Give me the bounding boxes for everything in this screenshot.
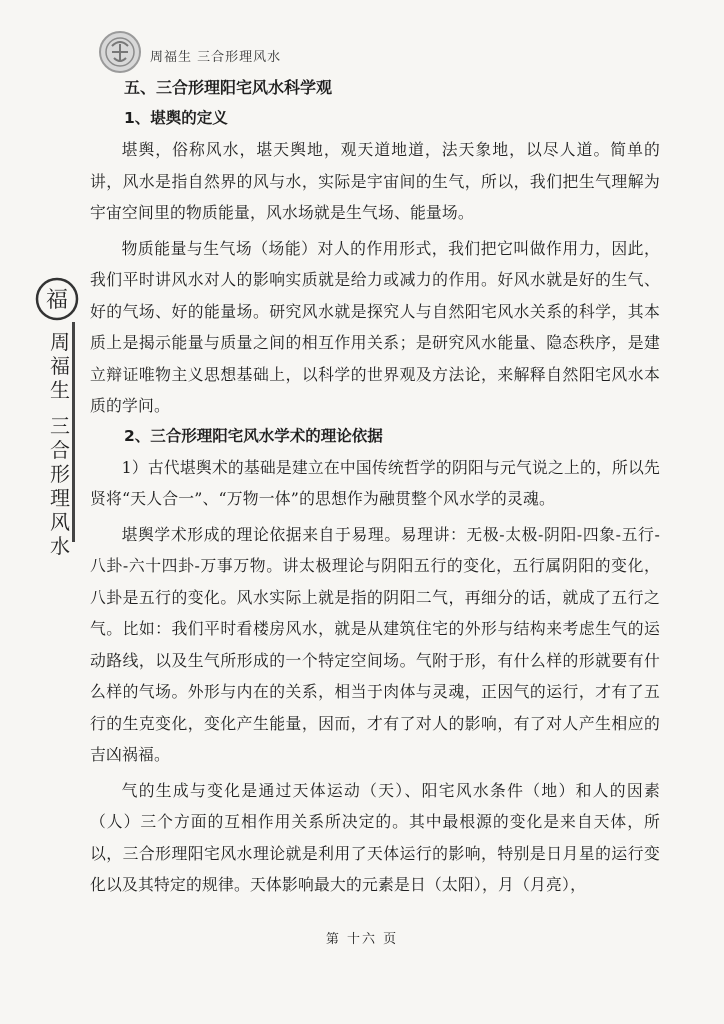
svg-text:福: 福 <box>45 288 69 313</box>
sidebar-fu-seal-icon <box>34 276 80 322</box>
sidebar-title-book: 三合形理风水 <box>50 414 70 558</box>
page-number: 第 十六 页 <box>325 932 399 947</box>
subsection-heading-1: 1、堪舆的定义 <box>124 109 228 127</box>
section-heading: 五、三合形理阳宅风水科学观 <box>124 78 333 97</box>
paragraph: 1）古代堪舆术的基础是建立在中国传统哲学的阴阳与元气说之上的，所以先贤将“天人合一”、“万物一体”的思想作为融贯整个风水学的灵魂。 <box>90 457 660 508</box>
main-content <box>90 78 660 905</box>
paragraph: 堪舆，俗称风水，堪天舆地，观天道地道，法天象地，以尽人道。简单的讲，风水是指自然界的风与水，实际是宇宙间的生气，所以，我们把生气理解为宇宙空间里的物质能量，风水场就是生气场、能量场。 <box>90 140 660 222</box>
running-header: 周福生 三合形理风水 <box>150 50 282 65</box>
sidebar-divider <box>72 322 75 542</box>
paragraph: 堪舆学术形成的理论依据来自于易理。易理讲：无极-太极-阴阳-四象-五行-八卦-六十四卦-万事万物。讲太极理论与阴阳五行的变化，五行属阴阳的变化，八卦是五行的变化。风水实际上就是指的阴阳二气，再细分的话，就成了五行之气。比如：我们平时看楼房风水，就是从建筑住宅的外形与结构来考虑生气的运动路线，以及生气所形成的一个特定空间场。气附于形，有什么样的形就要有什么样的气场。外形与内在的关系，相当于肉体与灵魂，正因气的运行，才有了五行的生克变化，变化产生能量，因而，才有了对人的影响，有了对人产生相应的吉凶祸福。 <box>90 524 660 764</box>
paragraph: 物质能量与生气场（场能）对人的作用形式，我们把它叫做作用力，因此，我们平时讲风水对人的影响实质就是给力或减力的作用。好风水就是好的生气、好的气场、好的能量场。研究风水就是探究人与自然阳宅风水关系的科学，其本质上是揭示能量与质量之间的相互作用关系；是研究风水能量、隐态秩序，是建立辩证唯物主义思想基础上，以科学的世界观及方法论，来解释自然阳宅风水本质的学问。 <box>90 238 660 415</box>
subsection-heading-2: 2、三合形理阳宅风水学术的理论依据 <box>124 426 383 445</box>
header-seal-logo-icon <box>98 30 142 74</box>
sidebar-vertical-title <box>49 330 71 558</box>
paragraph: 气的生成与变化是通过天体运动（天）、阳宅风水条件（地）和人的因素（人）三个方面的互相作用关系所决定的。其中最根源的变化是来自天体，所以，三合形理阳宅风水理论就是利用了天体运行的影响，特别是日月星的运行变化以及其特定的规律。天体影响最大的元素是日（太阳），月（月亮）， <box>90 780 660 894</box>
sidebar-title-author: 周福生 <box>50 330 70 402</box>
